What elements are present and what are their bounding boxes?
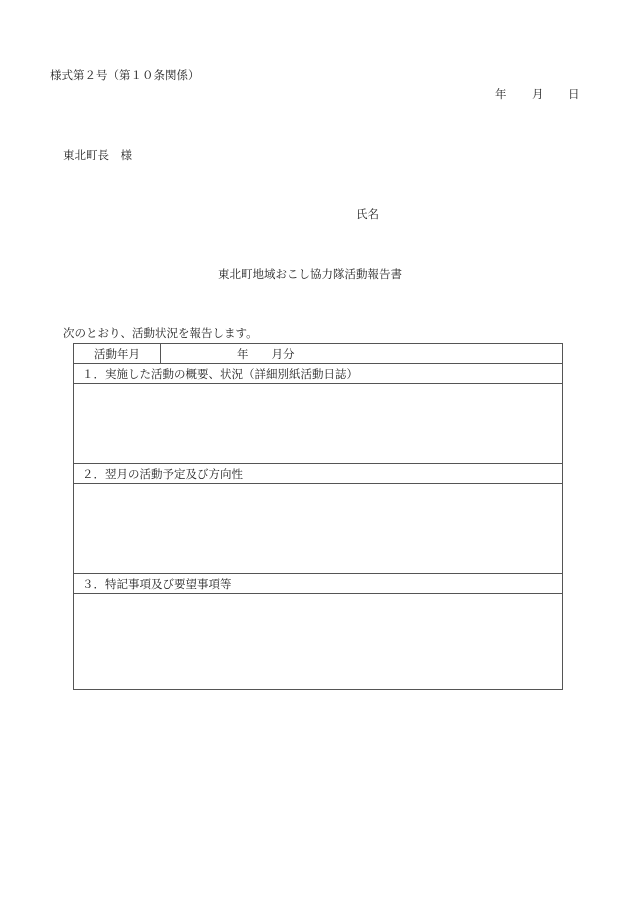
- date-year: 年: [495, 87, 507, 101]
- section-2-label: ２．翌月の活動予定及び方向性: [74, 464, 563, 484]
- section-1-label: １．実施した活動の概要、状況（詳細別紙活動日誌）: [74, 364, 563, 384]
- form-number: 様式第２号（第１０条関係）: [50, 68, 200, 82]
- date-day: 日: [568, 87, 580, 101]
- period-value[interactable]: 年 月分: [161, 344, 563, 364]
- document-title: 東北町地域おこし協力隊活動報告書: [218, 267, 402, 281]
- period-label: 活動年月: [74, 344, 161, 364]
- section-3-label: ３．特記事項及び要望事項等: [74, 574, 563, 594]
- name-label: 氏名: [356, 207, 379, 221]
- addressee: 東北町長 様: [63, 148, 132, 162]
- date-month: 月: [532, 87, 544, 101]
- section-3-content[interactable]: [74, 594, 563, 690]
- report-table: [73, 343, 563, 690]
- intro-text: 次のとおり、活動状況を報告します。: [63, 326, 258, 340]
- section-1-content[interactable]: [74, 384, 563, 464]
- section-2-content[interactable]: [74, 484, 563, 574]
